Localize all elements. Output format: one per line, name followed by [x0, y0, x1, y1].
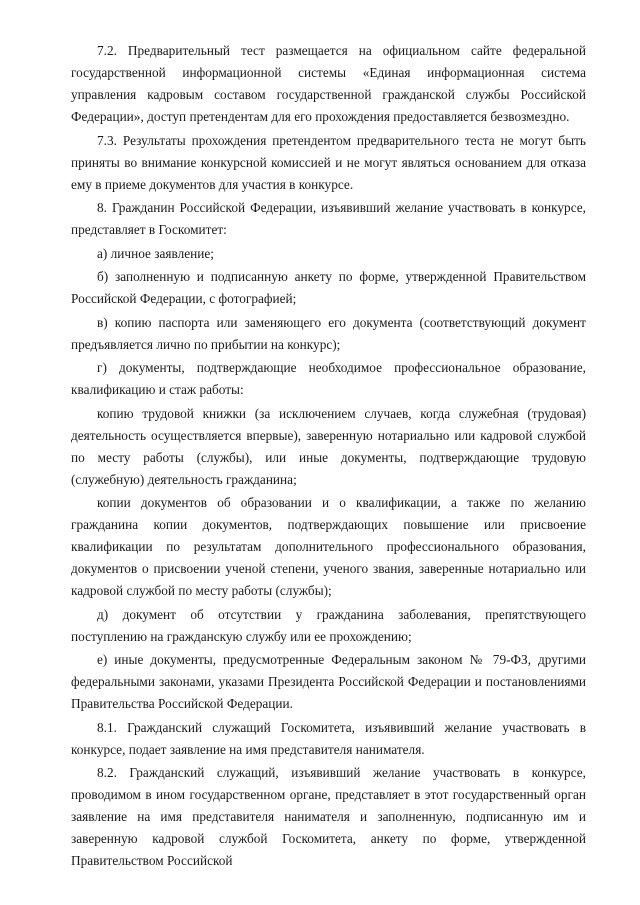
- list-item-g: г) документы, подтверждающие необходимое профессиональное образование, квалификацию и стаж работы:: [71, 360, 586, 397]
- paragraph-8-1: 8.1. Гражданский служащий Госкомитета, изъявивший желание участвовать в конкурсе, подает заявление на имя представителя нанимателя.: [71, 719, 586, 757]
- list-item-e: е) иные документы, предусмотренные Федеральным законом № 79-ФЗ, другими федеральными законами, указами Президента Российской Федерации и постановлениями Правительства Российской Федерации.: [71, 652, 586, 711]
- list-item-a: а) личное заявление;: [97, 245, 214, 261]
- list-item-v: в) копию паспорта или заменяющего его документа (соответствующий документ предъявляется лично по прибытии на конкурс);: [71, 314, 586, 352]
- document-body: [71, 40, 586, 874]
- list-item-d: д) документ об отсутствии у гражданина заболевания, препятствующего поступлению на гражданскую службу или ее прохождению;: [71, 606, 586, 644]
- paragraph-7-2: 7.2. Предварительный тест размещается на официальном сайте федеральной государственной информационной системы «Единая информационная система управления кадровым составом государственной гражданской службы Российской Федерации», доступ претендентам для его прохождения предоставляется безвозмездно.: [71, 43, 586, 124]
- paragraph-8-2: 8.2. Гражданский служащий, изъявивший желание участвовать в конкурсе, проводимом в ином государственном органе, представляет в этот государственный орган заявление на имя представителя нанимателя и заполненную, подписанную им и заверенную кадровой службой Госкомитета, анкету по форме, утвержденной Правительством Российской: [71, 765, 586, 868]
- list-item-b: б) заполненную и подписанную анкету по форме, утвержденной Правительством Российской Федерации, с фотографией;: [71, 269, 586, 306]
- paragraph-8: 8. Гражданин Российской Федерации, изъявивший желание участвовать в конкурсе, представляет в Госкомитет:: [71, 200, 586, 237]
- sub-item-education-docs: копии документов об образовании и о квалификации, а также по желанию гражданина копии документов, подтверждающих повышение или присвоение квалификации по результатам дополнительного профессионального образования, документов о присвоении ученой степени, ученого звания, заверенные нотариально или кадровой службой по месту работы (службы);: [71, 495, 586, 598]
- sub-item-work-record: копию трудовой книжки (за исключением случаев, когда служебная (трудовая) деятельность осуществляется впервые), заверенную нотариально или кадровой службой по месту работы (службы), или иные документы, подтверждающие трудовую (служебную) деятельность гражданина;: [71, 405, 586, 487]
- paragraph-7-3: 7.3. Результаты прохождения претендентом предварительного теста не могут быть приняты во внимание конкурсной комиссией и не могут являться основанием для отказа ему в приеме документов для участия в конкурсе.: [71, 132, 586, 192]
